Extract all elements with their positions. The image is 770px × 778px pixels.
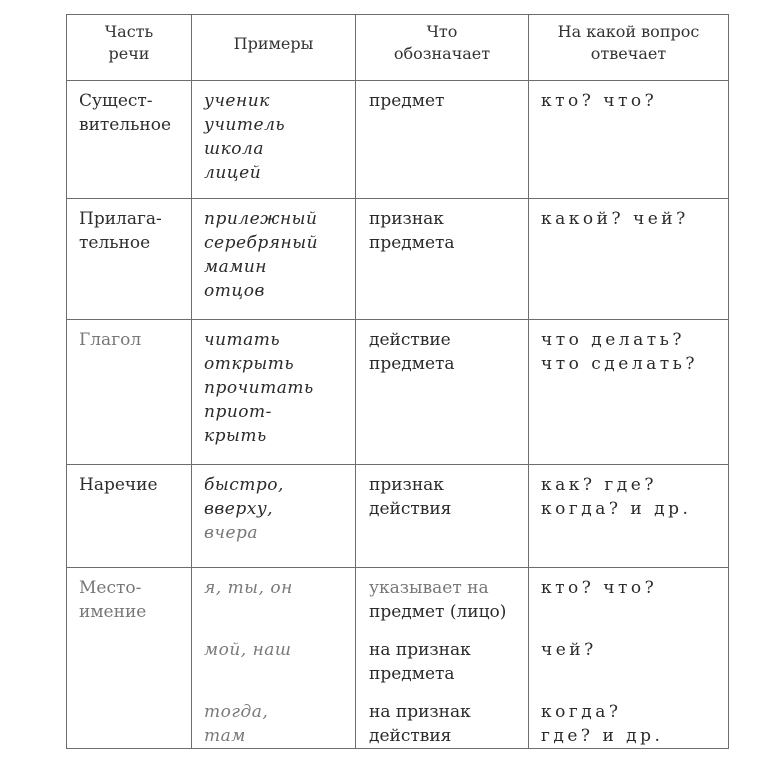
table-row — [67, 199, 729, 320]
row-part-of-speech: Глагол — [67, 320, 192, 465]
row-question — [529, 568, 729, 749]
pronoun-subrow-question: кто? что? — [541, 578, 658, 598]
row-examples: прилежный серебряный мамин отцов — [192, 199, 356, 320]
row-examples: ученик учитель школа лицей — [192, 81, 356, 199]
row-meaning: признак предмета — [356, 199, 529, 320]
pronoun-subrow-examples: мой, наш — [204, 640, 292, 660]
pronoun-subrow-examples: тогда, там — [204, 702, 269, 746]
header-meaning: Что обозначает — [356, 15, 529, 81]
row-part-of-speech: Прилага- тельное — [67, 199, 192, 320]
table-row — [67, 465, 729, 568]
row-meaning: действие предмета — [356, 320, 529, 465]
row-meaning: признак действия — [356, 465, 529, 568]
table-row — [67, 81, 729, 199]
parts-of-speech-table — [66, 14, 729, 749]
pronoun-subrow-meaning: на признак действия — [369, 702, 471, 746]
row-question: как? где? когда? и др. — [529, 465, 729, 568]
row-part-of-speech: Сущест- вительное — [67, 81, 192, 199]
row-part-of-speech: Наречие — [67, 465, 192, 568]
row-examples — [192, 568, 356, 749]
row-meaning: предмет — [356, 81, 529, 199]
pronoun-subrow-meaning: на признак предмета — [369, 640, 471, 684]
pronoun-subrow-examples: я, ты, он — [204, 578, 293, 598]
row-question: какой? чей? — [529, 199, 729, 320]
header-question: На какой вопрос отвечает — [529, 15, 729, 81]
header-part-of-speech: Часть речи — [67, 15, 192, 81]
row-question: кто? что? — [529, 81, 729, 199]
pronoun-subrow-question: чей? — [541, 640, 597, 660]
row-part-of-speech: Место- имение — [67, 568, 192, 749]
header-row — [67, 15, 729, 81]
pronoun-subrow-question: когда? где? и др. — [541, 702, 664, 746]
header-examples: Примеры — [192, 15, 356, 81]
table-row — [67, 320, 729, 465]
table-row — [67, 568, 729, 749]
row-examples: быстро, вверху, вчера — [192, 465, 356, 568]
row-meaning — [356, 568, 529, 749]
row-question: что делать? что сделать? — [529, 320, 729, 465]
row-examples: читать открыть прочитать приот- крыть — [192, 320, 356, 465]
pronoun-subrow-meaning: указывает на предмет (лицо) — [369, 578, 507, 622]
